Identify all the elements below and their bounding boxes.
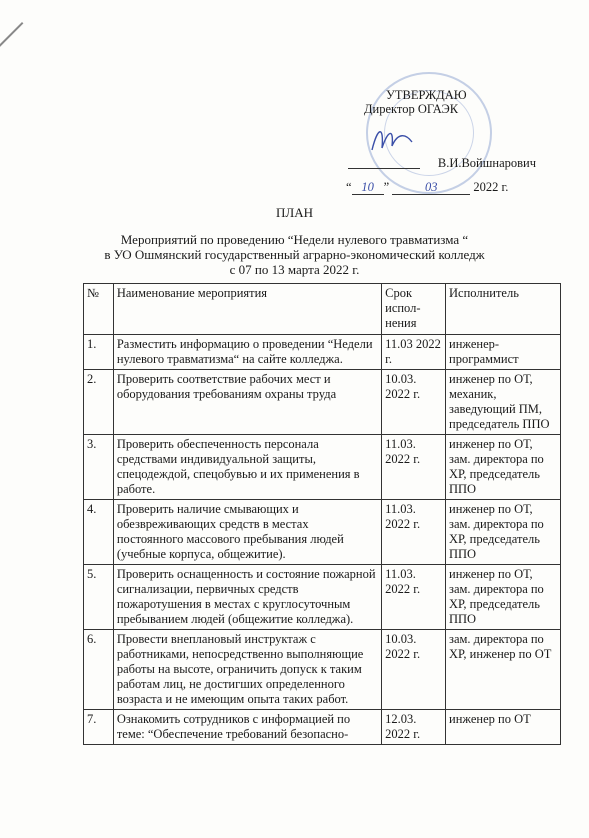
approver-position: Директор ОГАЭК (364, 102, 459, 116)
document-subtitle-line3: с 07 по 13 марта 2022 г. (229, 262, 360, 277)
row-number: 6. (84, 630, 114, 710)
row-number: 7. (84, 710, 114, 745)
row-deadline: 12.03. 2022 г. (382, 710, 446, 745)
corner-mark (0, 22, 23, 47)
row-executor: инженер по ОТ, зам. директора по ХР, председатель ППО (446, 500, 561, 565)
header-number: № (84, 284, 114, 335)
row-deadline: 11.03. 2022 г. (382, 435, 446, 500)
row-activity: Проверить соответствие рабочих мест и оборудования требованиям охраны труда (113, 370, 381, 435)
table-row (84, 370, 561, 435)
table-row (84, 565, 561, 630)
approve-heading: УТВЕРЖДАЮ (386, 88, 467, 102)
row-activity: Провести внеплановый инструктаж с работниками, непосредственно выполняющие работы на высоте, ограничить допуск к таким работам лиц, не достигших определенного возраста и не имеющим опыта таких работ. (113, 630, 381, 710)
approval-day: 10 (352, 180, 384, 195)
row-executor: инженер по ОТ, зам. директора по ХР, председатель ППО (446, 565, 561, 630)
table-row (84, 500, 561, 565)
header-executor: Исполнитель (446, 284, 561, 335)
row-activity: Проверить оснащенность и состояние пожарной сигнализации, первичных средств пожаротушения в местах с круглосуточным пребыванием людей (общежитие колледжа). (113, 565, 381, 630)
row-number: 5. (84, 565, 114, 630)
row-executor: инженер по ОТ, механик, заведующий ПМ, председатель ППО (446, 370, 561, 435)
table-row (84, 335, 561, 370)
header-deadline: Срок испол-нения (382, 284, 446, 335)
approval-date: “ 10 ” 03 2022 г. (346, 180, 509, 194)
row-executor: инженер по ОТ, зам. директора по ХР, председатель ППО (446, 435, 561, 500)
row-activity: Проверить наличие смывающих и обезвреживающих средств в местах постоянного массового пребывания людей (учебные корпуса, общежитие). (113, 500, 381, 565)
document-subtitle-line2: в УО Ошмянский государственный аграрно-экономический колледж (104, 247, 485, 262)
row-number: 1. (84, 335, 114, 370)
row-number: 4. (84, 500, 114, 565)
row-number: 3. (84, 435, 114, 500)
signature (368, 120, 416, 160)
table-row (84, 435, 561, 500)
row-activity: Ознакомить сотрудников с информацией по теме: “Обеспечение требований безопасно- (113, 710, 381, 745)
row-deadline: 11.03. 2022 г. (382, 565, 446, 630)
approver-name: В.И.Войшнарович (437, 156, 536, 170)
activities-table (83, 283, 561, 745)
table-row (84, 710, 561, 745)
approval-month: 03 (392, 180, 470, 195)
approval-year: 2022 г. (473, 180, 509, 194)
row-deadline: 11.03 2022 г. (382, 335, 446, 370)
row-executor: инженер по ОТ (446, 710, 561, 745)
table-row (84, 630, 561, 710)
row-activity: Разместить информацию о проведении “Недели нулевого травматизма“ на сайте колледжа. (113, 335, 381, 370)
row-deadline: 10.03. 2022 г. (382, 630, 446, 710)
table-header-row (84, 284, 561, 335)
row-deadline: 10.03. 2022 г. (382, 370, 446, 435)
row-executor: зам. директора по ХР, инженер по ОТ (446, 630, 561, 710)
header-activity: Наименование мероприятия (113, 284, 381, 335)
row-activity: Проверить обеспеченность персонала средствами индивидуальной защиты, спецодеждой, спецобувью и их применения в работе. (113, 435, 381, 500)
document-subtitle-line1: Мероприятий по проведению “Недели нулевого травматизма “ (120, 232, 469, 247)
row-deadline: 11.03. 2022 г. (382, 500, 446, 565)
row-number: 2. (84, 370, 114, 435)
document-title: ПЛАН (276, 205, 313, 220)
row-executor: инженер-программист (446, 335, 561, 370)
